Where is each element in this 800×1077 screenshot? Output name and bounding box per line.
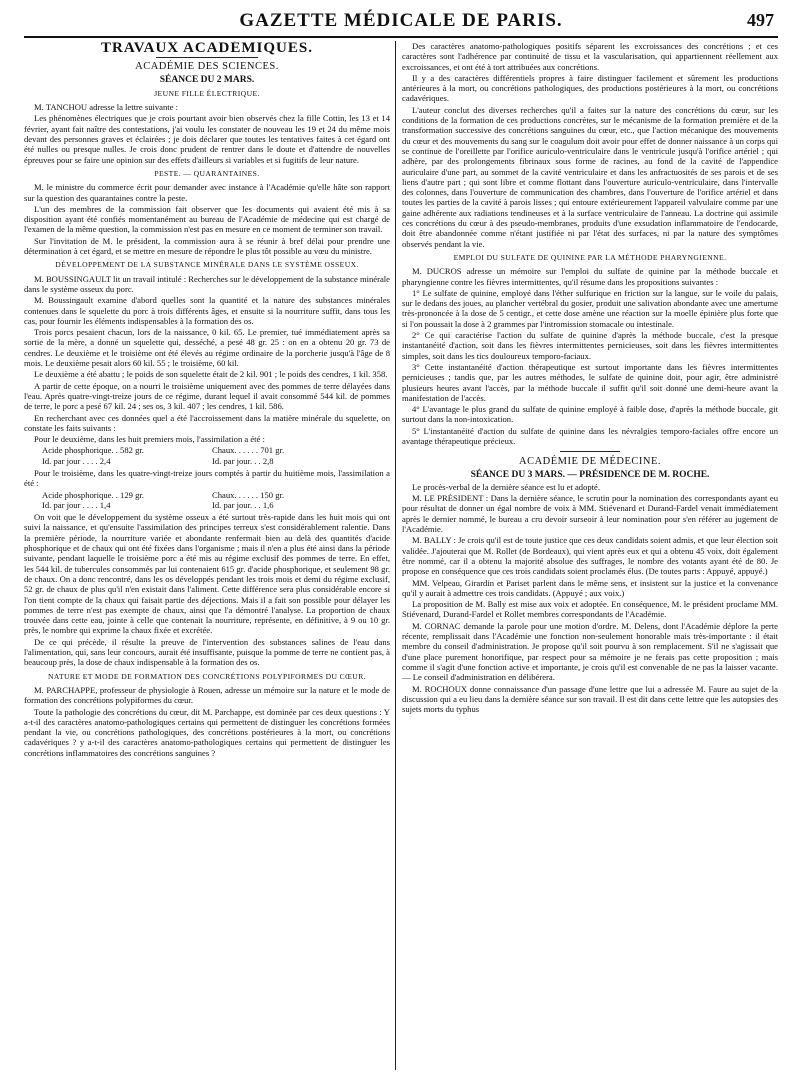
paragraph: Il y a des caractères différentiels propres à faire distinguer facilement et sûrement les productions antérieures à la mort, ou concrétions pathologiques, des productions postérieures à la mort, ou concrétions cadavériques.: [402, 72, 778, 104]
assimilation-table-2: [42, 490, 390, 511]
paragraph: M. LE PRÉSIDENT : Dans la dernière séance, le scrutin pour la nomination des correspondants ayant eu pour résultat de donner un égal nombre de voix à MM. Stiévenard et Durand-Fardel venait immédiatement après le dernier nommé, le bureau a cru devoir surseoir à leur nomination pour s'en référer au jugement de l'Académie.: [402, 493, 778, 535]
paragraph: Le procès-verbal de la dernière séance est lu et adopté.: [412, 481, 601, 492]
table-cell: Id. par jour. . . 1,6: [212, 499, 274, 510]
table-cell: Acide phosphorique. . 129 gr.: [42, 489, 144, 500]
paragraph: La proposition de M. Bally est mise aux voix et adoptée. En conséquence, M. le président proclame MM. Stiévenard, Durand-Fardel et Rollet membres correspondants de l'Académie.: [402, 599, 778, 620]
paragraph: M. ROCHOUX donne connaissance d'un passage d'une lettre que lui a adressée M. Faure au sujet de la discussion qui a eu lieu dans la dernière séance sur son travail. Il est dit dans cette lettre que les autopsies des sujets morts du typhus: [402, 683, 778, 715]
right-column: [402, 41, 778, 1070]
subheading: DÉVELOPPEMENT DE LA SUBSTANCE MINÉRALE DANS LE SYSTÈME OSSEUX.: [55, 260, 359, 270]
paragraph: M. DUCROS adresse un mémoire sur l'emploi du sulfate de quinine par la méthode buccale et pharyngienne contre les fièvres intermittentes, qu'il résume dans les propositions suivantes :: [402, 266, 778, 287]
paragraph: Pour le deuxième, dans les huit premiers mois, l'assimilation a été :: [34, 434, 265, 445]
table-cell: Id. par jour. . . 2,8: [212, 455, 274, 466]
subheading: EMPLOI DU SULFATE DE QUININE PAR LA MÉTHODE PHARYNGIENNE.: [453, 252, 727, 262]
journal-title: GAZETTE MÉDICALE DE PARIS.: [239, 10, 563, 31]
session-heading: SÉANCE DU 3 MARS. — PRÉSIDENCE DE M. ROCHE.: [470, 469, 710, 480]
paragraph: M. BALLY : Je crois qu'il est de toute justice que ces deux candidats soient admis, et que leur élection soit validée. J'ajouterai que M. Rollet (de Bordeaux), qui vient après eux et qui a obtenu 45 voix, doit également être nommé, car il a obtenu la majorité absolue des suffrages, le nombre des votants ayant été de 80. Je propose en conséquence que ces trois candidats soient proclamés élus. (De toutes parts : Appuyé, appuyé.): [402, 535, 778, 577]
page-header: [24, 8, 778, 38]
paragraph: Sur l'invitation de M. le président, la commission aura à se réunir à bref délai pour prendre une détermination à cet égard, et se mettre en mesure de répondre le plus tôt possible au vœu du ministre.: [24, 235, 390, 257]
table-cell: Id. par jour . . . . 1,4: [42, 499, 111, 510]
paragraph: M. Boussingault examine d'abord quelles sont la quantité et la nature des substances minérales contenues dans le squelette du porc à trois différents âges, et ensuite si la nourriture suffit, dans tous les cas, pour fournir les éléments indispensables à la formation des os.: [24, 295, 390, 326]
paragraph: M. BOUSSINGAULT lit un travail intitulé : Recherches sur le développement de la substance minérale dans le système osseux du porc.: [24, 273, 390, 294]
columns: [24, 41, 778, 1070]
paragraph: A partir de cette époque, on a nourri le troisième uniquement avec des pommes de terre délayées dans l'eau. Après quatre-vingt-treize jours de ce régime, durant lequel il avait consommé 544 kil. de pommes de terre, le porc a pesé 67 kil. 24 ; ses os, 3 kil. 407 ; les cendres, 1 kil. 586.: [24, 380, 390, 412]
table-cell: Chaux. . . . . . 150 gr.: [212, 489, 285, 500]
paragraph: Trois porcs pesaient chacun, lors de la naissance, 0 kil. 65. Le premier, tué immédiatement après sa sortie de la mère, a donné un squelette qui, desséché, a pesé 48 gr. 25 : on en a obtenu 20 gr. 73 de cendres. Le deuxième et le troisième ont été élevés au régime ordinaire de la porcherie jusqu'à l'âge de 8 mois. Le deuxième pesait alors 60 kil. 55 ; le troisième, 60 kil.: [24, 327, 390, 369]
subheading: PESTE. — QUARANTAINES.: [154, 168, 260, 178]
newspaper-page: [24, 8, 778, 1070]
paragraph: 3° Cette instantanéité d'action thérapeutique est surtout importante dans les fièvres intermittentes pernicieuses ; tandis que, par les autres méthodes, le sulfate de quinine doit, pour agir, être administré plusieurs heures avant l'accès, par la méthode buccale il suffit qu'il soit donné une demi-heure avant la manifestation de l'accès.: [402, 361, 778, 403]
paragraph: Toute la pathologie des concrétions du cœur, dit M. Parchappe, est dominée par ces deux questions : Y a-t-il des caractères anatomo-pathologiques certains qui permettent de distinguer les concrétions formées pendant la vie, ou concrétions pathologiques, des concrétions postérieures à la mort, ou concrétions cadavériques ? y a-t-il des caractères anatomo-pathologiques certains qui permettent de distinguer les concrétions inflammatoires des concrétions sanguines ?: [24, 706, 390, 758]
assimilation-table-1: [42, 445, 390, 466]
subheading: NATURE ET MODE DE FORMATION DES CONCRÉTIONS POLYPIFORMES DU CŒUR.: [48, 671, 366, 681]
academy-heading: ACADÉMIE DE MÉDECINE.: [518, 456, 662, 468]
paragraph: On voit que le développement du système osseux a été surtout très-rapide dans les huit mois qui ont suivi la naissance, et qu'ensuite l'assimilation des principes terreux s'est considérablement ralentie. Dans la première période, la nourriture variée et abondante renfermait bien au delà des quantités d'acide phosphorique et de chaux qui ont été fixées dans l'organisme ; mais il n'en a plus été ainsi dans la période suivante, pendant laquelle le troisième porc a été mis au régime exclusif des pommes de terre. En effet, les 544 kil. de tubercules consommés par lui contenaient 615 gr. d'acide phosphorique, et seulement 98 gr. de chaux. On a donc rencontré, dans les os développés pendant les trois mois et demi du régime exclusif, 52 gr. de chaux de plus qu'il n'en existait dans l'aliment. Cette différence sera plus considérable encore si l'on tient compte de la chaux qui faisait partie des déjections. Mais il a fait son possible pour délayer les pommes de terre n'est pas exempte de chaux, ainsi que l'a démontré l'analyse. La proportion de chaux trouvée dans cette eau, jointe à celle que contenait la nourriture, représente, en définitive, à 9 ou 10 gr. près, le nombre qui exprime la chaux fixée et excrétée.: [24, 512, 390, 636]
table-cell: Id. par jour . . . . 2,4: [42, 455, 111, 466]
column-divider: [395, 41, 396, 1070]
paragraph: Des caractères anatomo-pathologiques positifs séparent les excroissances des concrétions ; et ces caractères sont l'adhérence par continuité de tissu et la vascularisation, qui appartiennent réellement aux excroissances, et ont été à tort attribuées aux concrétions.: [402, 41, 778, 72]
paragraph: Le deuxième a été abattu ; le poids de son squelette était de 2 kil. 901 ; le poids des cendres, 1 kil. 358.: [34, 369, 388, 380]
page-number: 497: [747, 10, 774, 30]
paragraph: M. TANCHOU adresse la lettre suivante :: [34, 102, 179, 113]
session-heading: SÉANCE DU 2 MARS.: [159, 74, 255, 85]
paragraph: MM. Velpeau, Girardin et Pariset parlent dans le même sens, et insistent sur la justice et la convenance qu'il y aurait à admettre ces trois candidats. (Appuyé ; aux voix.): [402, 577, 778, 598]
paragraph: Pour le troisième, dans les quatre-vingt-treize jours comptés à partir du huitième mois, l'assimilation a été :: [24, 467, 390, 489]
paragraph: M. le ministre du commerce écrit pour demander avec instance à l'Académie qu'elle hâte son rapport sur la question des quarantaines contre la peste.: [24, 182, 390, 203]
academy-heading: ACADÉMIE DES SCIENCES.: [135, 61, 279, 73]
paragraph: 5° L'instantanéité d'action du sulfate de quinine dans les névralgies temporo-faciales offre encore un avantage thérapeutique précieux.: [402, 425, 778, 446]
subheading: JEUNE FILLE ÉLECTRIQUE.: [154, 88, 260, 98]
paragraph: De ce qui précède, il résulte la preuve de l'intervention des substances salines de l'eau dans l'alimentation, qui, sans leur concours, aurait été insuffisante, puisque la pomme de terre ne contient pas, à beaucoup près, la dose de chaux indispensable à la formation des os.: [24, 636, 390, 668]
paragraph: En recherchant avec ces données quel a été l'accroissement dans la matière minérale du squelette, on constate les faits suivants :: [24, 412, 390, 433]
left-column: [24, 41, 390, 1070]
paragraph: 1° Le sulfate de quinine, employé dans l'éther sulfurique en friction sur la langue, sur le voile du palais, sur le dedans des joues, au plancher vertébral du gosier, produit une salivation abondante avec une amertume très-prononcée à la dose de 5 centigr., et cette dose amène une réaction sur la moelle épinière plus forte que si l'on poussait la dose à 2 grammes par l'intromission stomacale ou intestinale.: [402, 287, 778, 329]
paragraph: 2° Ce qui caractérise l'action du sulfate de quinine d'après la méthode buccale, c'est la presque instantanéité d'action, soit dans les fièvres intermittentes pernicieuses, soit dans les fièvres intermittentes simples, soit dans les tics douloureux temporo-faciaux.: [402, 330, 778, 361]
table-cell: Chaux. . . . . . 701 gr.: [212, 445, 285, 456]
divider: [560, 451, 620, 452]
paragraph: L'un des membres de la commission fait observer que les documents qui avaient été mis à sa disposition ayant été confiés momentanément au bureau de l'Académie de médecine qui est chargé de l'examen de la même question, la commission n'est pas en mesure en ce moment de terminer son travail.: [24, 203, 390, 235]
section-title: TRAVAUX ACADÉMIQUES.: [101, 41, 313, 56]
paragraph: 4° L'avantage le plus grand du sulfate de quinine employé à faible dose, d'après la méthode buccale, git surtout dans la non-intoxication.: [402, 404, 778, 425]
paragraph: Les phénomènes électriques que je crois pourtant avoir bien observés chez la fille Cottin, les 13 et 14 février, ayant fait naître des contestations, j'ai voulu les constater de nouveau les 19 et 24 du même mois devant des personnes graves et éclairées ; je dois déclarer que toutes les tentatives faites à cet égard ont été nulles ou presque nulles. Je crois donc prudent de rentrer dans le doute et d'attendre de nouvelles épreuves pour se faire une opinion sur des effets d'ailleurs si variables et si fugitifs de leur nature.: [24, 113, 390, 165]
divider: [156, 57, 258, 58]
table-cell: Acide phosphorique. . 582 gr.: [42, 445, 144, 456]
paragraph: M. CORNAC demande la parole pour une motion d'ordre. M. Delens, dont l'Académie déplore la perte récente, remplissait dans l'Académie une fonction non-seulement honorable mais très-importante : il était membre du conseil d'administration. Je propose qu'il soit pourvu à son remplacement. S'il ne s'agissait que d'une place purement honorifique, par respect pour sa mémoire je ne ferais pas cette proposition ; mais comme il s'agit d'une fonction active et importante, je crois qu'il est convenable de ne pas la laisser vacante. — Le conseil d'administration en délibérera.: [402, 620, 778, 683]
paragraph: M. PARCHAPPE, professeur de physiologie à Rouen, adresse un mémoire sur la nature et le mode de formation des concrétions polypiformes du cœur.: [24, 684, 390, 706]
paragraph: L'auteur conclut des diverses recherches qu'il a faites sur la nature des concrétions du cœur, sur les conditions de la formation de ces productions concrètes, sur le mécanisme de la formation première et de la transformation successive des concrétions sanguines du cœur, etc., que l'action mécanique des mouvements du cœur et des mouvements du sang sur le coagulum doit avoir pour effet de donner naissance à un corps qui se continue de l'oreillette par l'orifice auriculo-ventriculaire dans le ventricule jusqu'à l'orifice artériel ; qui adhère, par des prolongements fibrinaux sous forme de racines, au fond de la cavité de l'appendice auriculaire d'une part, au sommet de la cavité ventriculaire et dans les anfractuosités de ses parois et de ses liens d'autre part ; qui sont libre et comme flottant dans l'ouverture auriculo-ventriculaire, dans l'intervalle des colonnes, dans l'ouverture de communication des chambres, dans l'ouverture de l'orifice artériel et dans toutes les parties de la cavité à parois lisses ; qui entoure extérieurement l'appareil valvulaire comme par une gaine adhérente aux radiations tendineuses et à la surface ventriculaire de l'anneau. La doctrine qui assimile ces concrétions du cœur à des pseudo-membranes, produits d'une exsudation inflammatoire de l'endocarde, doit être abandonnée comme n'étant justifiée ni par l'état des surfaces, ni par la nature des symptômes observés pendant la vie.: [402, 104, 778, 249]
